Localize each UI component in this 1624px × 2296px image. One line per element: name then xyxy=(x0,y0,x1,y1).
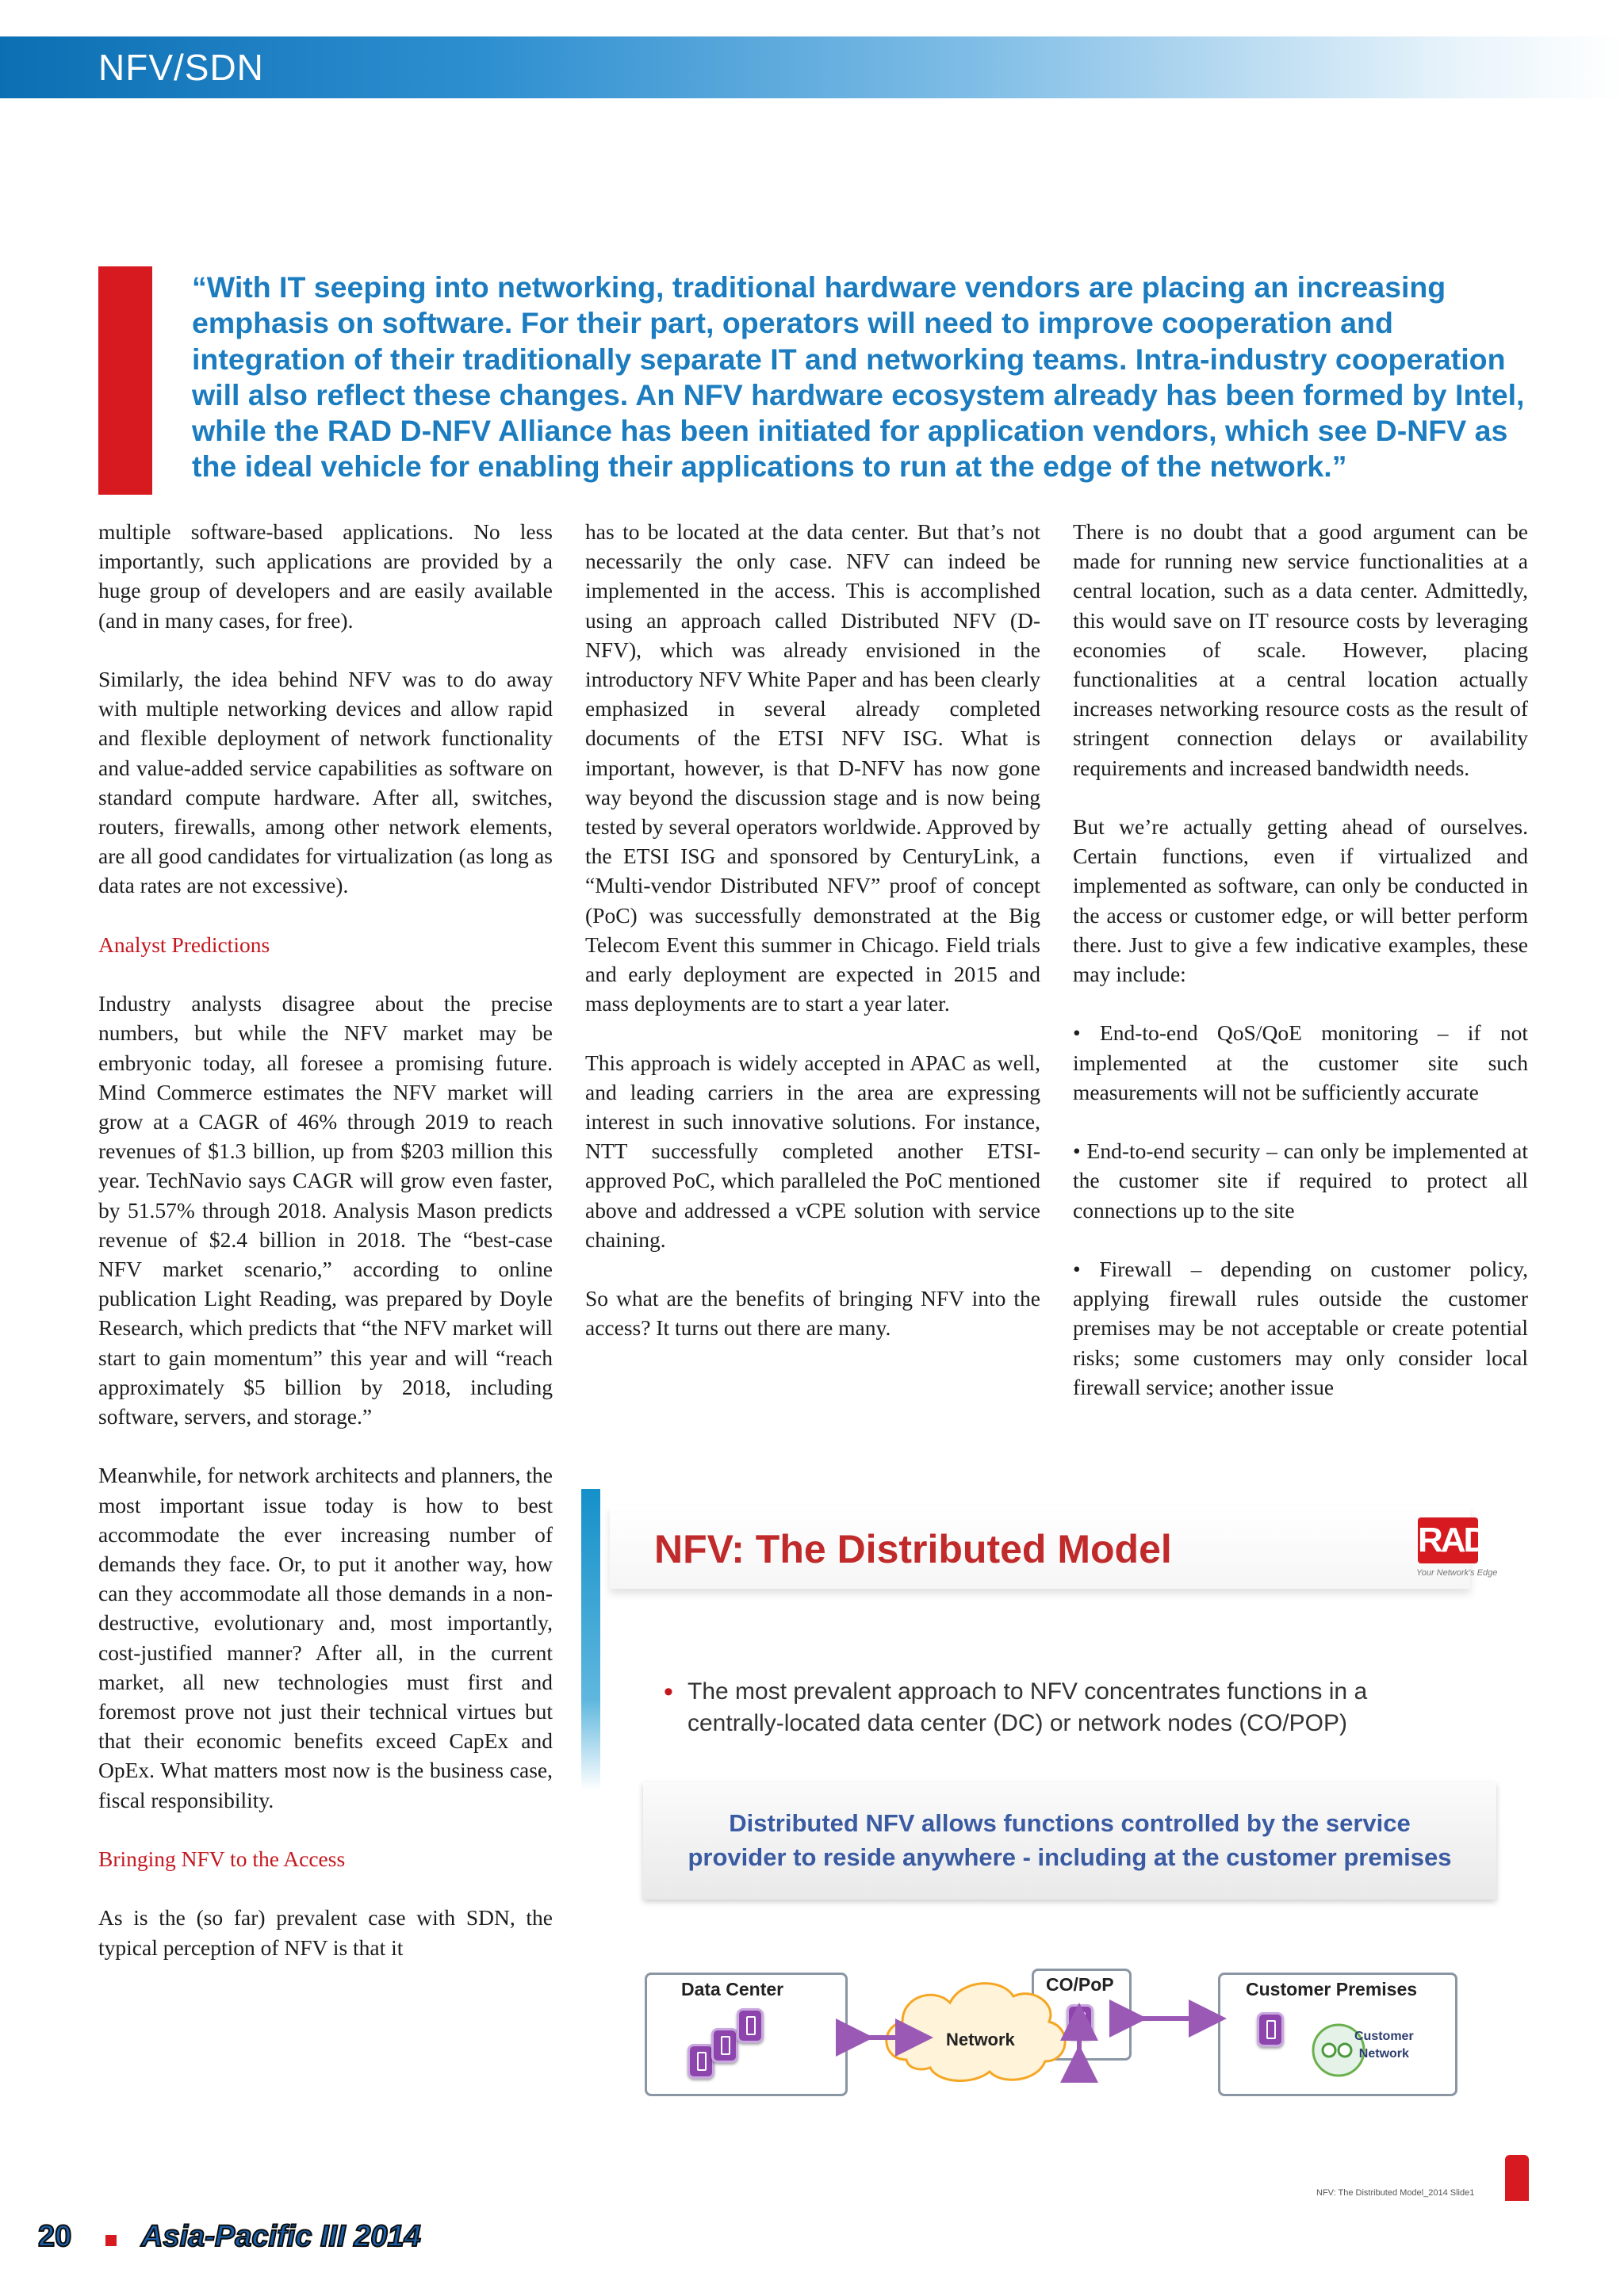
bullet-item: • End-to-end QoS/QoE monitoring – if not implemented at the customer site such measurements will not be sufficiently accurate xyxy=(1073,1020,1528,1104)
diagram-graphics xyxy=(581,1489,1526,2210)
article-column-3 xyxy=(1073,517,1528,1402)
callout-line: Distributed NFV allows functions controlled by the service xyxy=(729,1809,1411,1837)
pull-quote: “With IT seeping into networking, traditional hardware vendors are placing an increasing emphasis on software. For their part, operators will need to improve cooperation and integration of their traditionally separate IT and networking teams. Intra-industry cooperation will also reflect these changes. An NFV hardware ecosystem already has been formed by Intel, while the RAD D-NFV Alliance has been initiated for application vendors, which see D-NFV as the ideal vehicle for enabling their applications to run at the edge of the network.” xyxy=(192,270,1525,484)
slide-bullet: • The most prevalent approach to NFV concentrates functions in a centrally-located data center (DC) or network nodes (CO/POP) xyxy=(664,1676,1449,1739)
paragraph: Similarly, the idea behind NFV was to do away with multiple networking devices and allow rapid and flexible deployment of network functionality and value-added service capabilities as software on standard compute hardware. After all, switches, routers, firewalls, among other network elements, are all good candidates for virtualization (as long as data rates are not excessive). xyxy=(98,667,553,898)
paragraph: This approach is widely accepted in APAC as well, and leading carriers in the area are expressing interest in such innovative solutions. For instance, NTT successfully completed another ETSI-approved PoC, which paralleled the PoC mentioned above and addressed a vCPE solution with service chaining. xyxy=(585,1050,1040,1252)
paragraph: has to be located at the data center. But that’s not necessarily the only case. NFV can indeed be implemented in the access. This is accomplished using an approach called Distributed NFV (D-NFV), which was already envisioned in the introductory NFV White Paper and has been clearly emphasized in several already completed documents of the ETSI NFV ISG. What is important, however, is that D-NFV has now gone way beyond the discussion stage and is now being tested by several operators worldwide. Approved by the ETSI ISG and sponsored by CenturyLink, a “Multi-vendor Distributed NFV” proof of concept (PoC) was successfully demonstrated at the Big Telecom Event this summer in Chicago. Field trials and early deployment are expected in 2015 and mass deployments are to start a year later. xyxy=(585,519,1040,1016)
paragraph: Meanwhile, for network architects and planners, the most important issue today is how to best accommodate the ever increasing number of demands they face. Or, to put it another way, how can they accommodate all those demands in a non-destructive, evolutionary and, most importantly, cost-justified manner? After all, in the current market, all new technologies must first and foremost prove not just their technical virtues but that their economic benefits exceed CapEx and OpEx. What matters most now is the business case, fiscal responsibility. xyxy=(98,1463,553,1812)
callout-line: provider to reside anywhere - including at the customer premises xyxy=(688,1843,1452,1871)
paragraph: multiple software-based applications. No less importantly, such applications are provided by a huge group of developers and are easily available (and in many cases, for free). xyxy=(98,519,553,633)
paragraph: As is the (so far) prevalent case with SDN, the typical perception of NFV is that it xyxy=(98,1905,553,1960)
section-heading: Analyst Predictions xyxy=(98,932,270,957)
network-label: Network xyxy=(946,2030,1015,2049)
section-heading: Bringing NFV to the Access xyxy=(98,1846,346,1872)
rad-logo-tagline: Your Network's Edge xyxy=(1416,1568,1498,1578)
rad-logo: RAD xyxy=(1418,1517,1478,1563)
caption-tab xyxy=(1505,2155,1529,2201)
bullet-item: • End-to-end security – can only be implemented at the customer site if required to protect all connections up to the site xyxy=(1073,1138,1528,1223)
article-column-2 xyxy=(585,517,1040,1343)
customer-network-label-line: Network xyxy=(1358,2047,1409,2061)
slide-caption: NFV: The Distributed Model_2014 Slide1 xyxy=(1316,2188,1475,2198)
section-title: NFV/SDN xyxy=(98,47,264,88)
publication-name: Asia-Pacific III 2014 xyxy=(141,2220,421,2253)
article-column-1 xyxy=(98,517,553,1962)
co-pop-label: CO/PoP xyxy=(1046,1974,1114,1995)
customer-premises-label: Customer Premises xyxy=(1246,1979,1418,1999)
paragraph: Industry analysts disagree about the precise numbers, but while the NFV market may be embryonic today, all foresee a promising future. Mind Commerce estimates the NFV market will grow at a CAGR of 46% through 2019 to reach revenues of $1.3 billion, up from $203 million this year. TechNavio says CAGR will grow even faster, by 51.57% through 2018. Analysis Mason predicts revenue of $2.4 billion in 2018. The “best-case NFV market scenario,” according to online publication Light Reading, was prepared by Doyle Research, which predicts that “the NFV market will start to gain momentum” this year and will “reach approximately $5 billion by 2018, including software, servers, and storage.” xyxy=(98,991,553,1429)
quote-accent-bar xyxy=(98,266,152,495)
bullet-item: • Firewall – depending on customer policy, applying firewall rules outside the customer premises may be not acceptable or create potential risks; some customers may only consider local firewall service; another issue xyxy=(1073,1257,1528,1399)
customer-network-label xyxy=(1354,2028,1414,2063)
slide-title: NFV: The Distributed Model xyxy=(654,1527,1172,1571)
customer-network-label-line: Customer xyxy=(1354,2030,1414,2043)
slide-figure xyxy=(581,1489,1526,2210)
paragraph: So what are the benefits of bringing NFV into the access? It turns out there are many. xyxy=(585,1286,1040,1341)
paragraph: But we’re actually getting ahead of ourselves. Certain functions, even if virtualized and implemented as software, can only be conducted in the access or customer edge, or will better perform there. Just to give a few indicative examples, these may include: xyxy=(1073,814,1528,987)
page-number: 20 xyxy=(38,2220,72,2253)
footer-separator xyxy=(105,2235,117,2246)
data-center-label: Data Center xyxy=(681,1979,784,1999)
paragraph: There is no doubt that a good argument can be made for running new service functionalities at a central location, such as a data center. Admittedly, this would save on IT resource costs by leveraging economies of scale. However, placing functionalities at a central location actually increases networking resource costs as the result of stringent connection delays or availability requirements and increased bandwidth needs. xyxy=(1073,519,1528,780)
